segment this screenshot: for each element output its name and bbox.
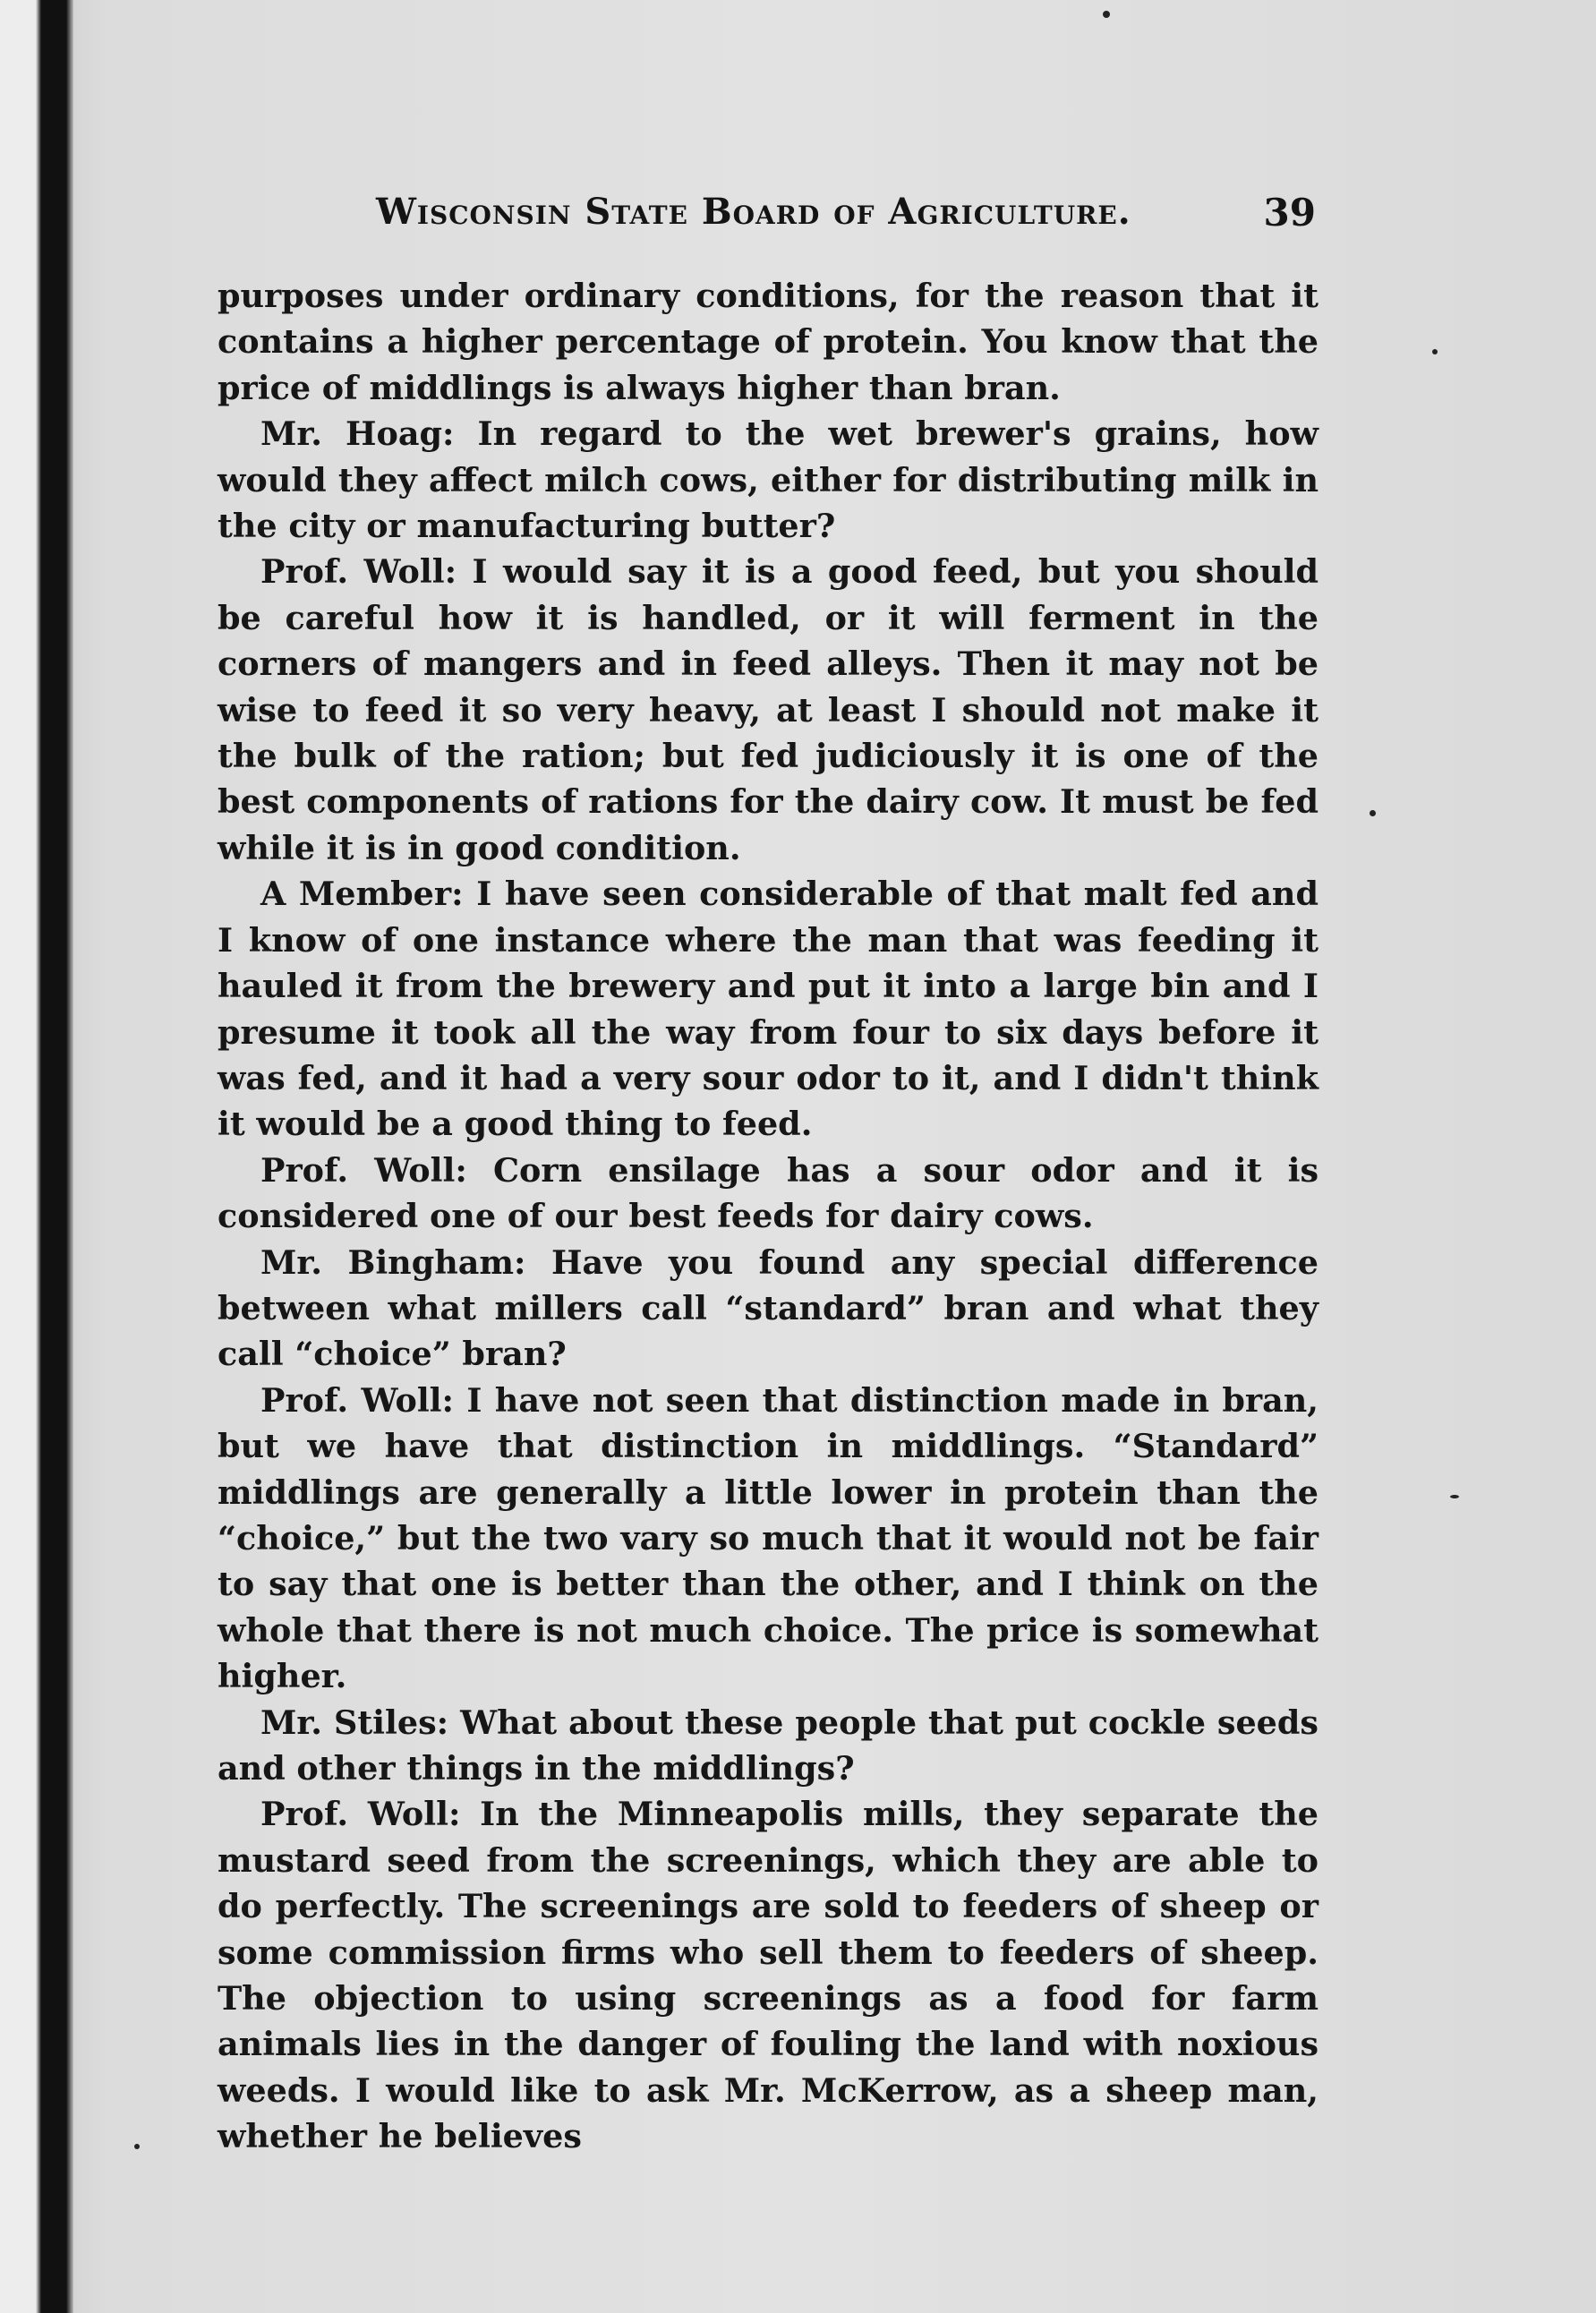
paragraph (218, 273, 1319, 411)
speaker-name: Mr. Hoag: (260, 414, 455, 454)
paragraph (218, 1700, 1319, 1792)
page-number: 39 (1263, 191, 1316, 235)
paragraph (218, 1240, 1319, 1378)
speaker-name: Mr. Stiles: (260, 1703, 449, 1742)
paragraph-text: What about these people that put cockle seeds and other things in the middlings? (218, 1703, 1319, 1788)
paragraph-text: I have not seen that distinction made in bran, but we have that distinction in middlings. “Standard” middlings are generally a little lower in protein than the “choice,” but the two vary so much that it would not be fair to say that one is better than the other, and I think on the whole that there is not much choice. The price is somewhat higher. (218, 1380, 1319, 1696)
speaker-name: Mr. Bingham: (260, 1242, 526, 1282)
paragraph (218, 549, 1319, 871)
paragraph (218, 1791, 1319, 2159)
page-header (376, 184, 1316, 246)
paragraph-text: Have you found any special difference between what millers call “standard” bran and what they call “choice” bran? (218, 1242, 1319, 1374)
paragraph-text: I have seen considerable of that malt fed and I know of one instance where the man that was feeding it hauled it from the brewery and put it into a large bin and I presume it took all the way from four to six days before it was fed, and it had a very sour odor to it, and I didn't think it would be a good thing to feed. (218, 875, 1319, 1144)
scan-speck (134, 2144, 140, 2149)
paragraph (218, 871, 1319, 1147)
scan-speck (1432, 349, 1438, 354)
scan-speck (1450, 1495, 1459, 1498)
paragraph-text: purposes under ordinary conditions, for the reason that it contains a higher percentage of protein. You know that the price of middlings is always higher than bran. (218, 277, 1319, 407)
paragraph-text: I would say it is a good feed, but you should be careful how it is handled, or it will ferment in the corners of mangers and in feed alleys. Then it may not be wise to feed it so very heavy, at least I should not make it the bulk of the ration; but fed judiciously it is one of the best components of rations for the dairy cow. It must be fed while it is in good condition. (218, 552, 1319, 867)
book-binding-shadow (0, 0, 73, 2313)
paragraph (218, 1378, 1319, 1700)
paragraph (218, 1148, 1319, 1240)
body-text (218, 273, 1319, 2160)
paragraph (218, 411, 1319, 549)
scan-speck (1370, 810, 1376, 816)
paragraph-text: In the Minneapolis mills, they separate the mustard seed from the screenings, which they are able to do perfectly. The screenings are sold to feeders of sheep or some commission firms who sell them to feeders of sheep. The objection to using screenings as a food for farm animals lies in the danger of fouling the land with noxious weeds. I would like to ask Mr. McKerrow, as a sheep man, whether he believes (218, 1795, 1319, 2156)
speaker-name: Prof. Woll: (260, 552, 457, 592)
speaker-name: Prof. Woll: (260, 1150, 467, 1190)
running-head: Wisconsin State Board of Agriculture. (376, 191, 1131, 233)
paragraph-text: In regard to the wet brewer's grains, how would they affect milch cows, either for distributing milk in the city or manufacturing butter? (218, 414, 1319, 546)
scan-speck (1103, 11, 1110, 18)
speaker-name: Prof. Woll: (260, 1380, 455, 1420)
speaker-name: A Member: (260, 875, 464, 914)
speaker-name: Prof. Woll: (260, 1795, 461, 1834)
paragraph-text: Corn ensilage has a sour odor and it is considered one of our best feeds for dairy cows. (218, 1150, 1319, 1236)
